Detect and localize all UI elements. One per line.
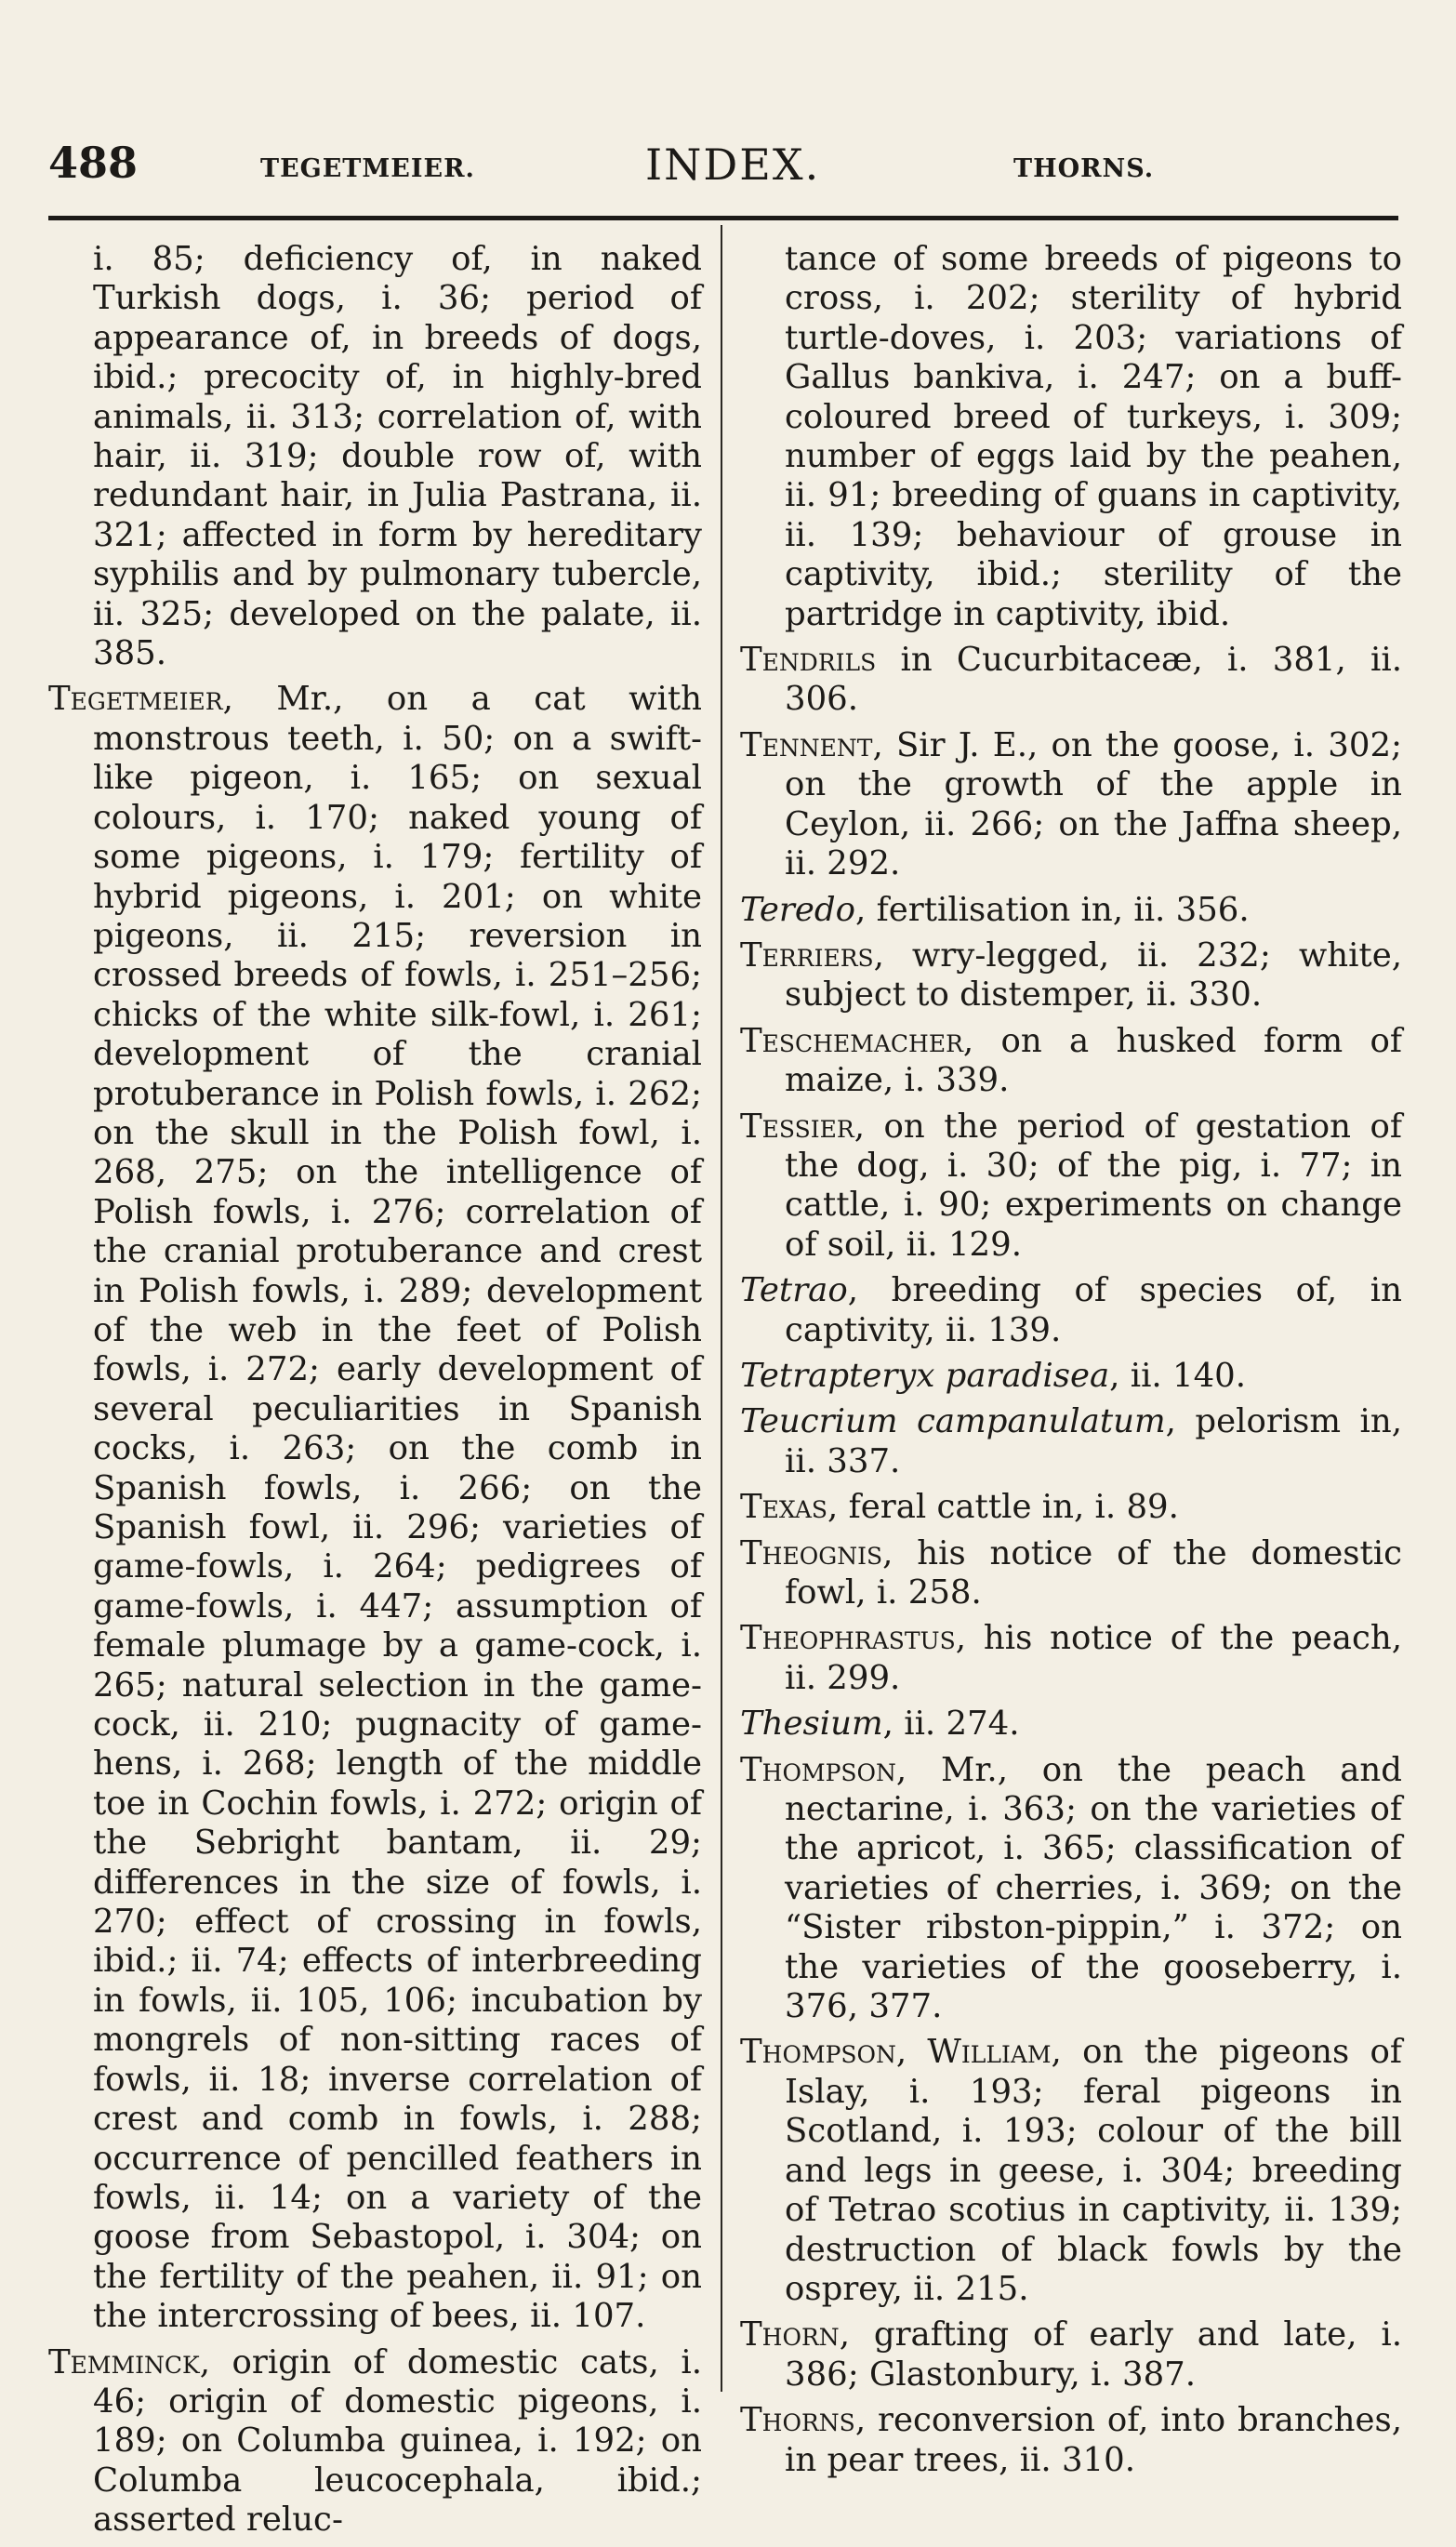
index-entry — [740, 1402, 1402, 1481]
index-entry-continuation — [740, 240, 1402, 634]
header-rule — [48, 216, 1398, 220]
index-heading: Temminck — [48, 2342, 200, 2381]
index-text: i. 85; deficiency of, in naked Turkish dogs, i. 36; period of appearance of, in breeds of dogs, ibid.; precocity of, in highly-bred animals, ii. 313; correlation of, with hair, ii. 319; double row of, with redundant hair, in Julia Pastrana, ii. 321; affected in form by hereditary syphilis and by pulmonary tubercle, ii. 325; developed on the palate, ii. 385. — [93, 240, 702, 673]
index-text: in Cucurbitaceæ, i. 381, ii. 306. — [785, 641, 1402, 719]
index-entry-continuation — [48, 240, 702, 673]
index-entry — [740, 1271, 1402, 1350]
index-text: , his notice of the peach, ii. 299. — [785, 1619, 1402, 1697]
index-entry — [740, 1751, 1402, 2027]
index-heading: Tendrils — [740, 641, 877, 680]
index-heading: Teucrium campanulatum — [740, 1402, 1166, 1441]
index-entry — [740, 1357, 1402, 1396]
page-header — [48, 138, 1359, 203]
index-entry — [740, 1022, 1402, 1101]
index-entry — [740, 1705, 1402, 1744]
index-entry — [740, 1534, 1402, 1613]
index-text: , reconversion of, into branches, in pear trees, ii. 310. — [785, 2401, 1402, 2479]
index-heading: Thesium — [740, 1705, 883, 1744]
index-text: , ii. 274. — [882, 1705, 1020, 1744]
index-text: , on the period of gestation of the dog, i. 30; of the pig, i. 77; in cattle, i. 90; experiments on change of soil, ii. 129. — [785, 1107, 1402, 1264]
index-text: , ii. 140. — [1109, 1356, 1247, 1395]
index-text: , feral cattle in, i. 89. — [827, 1488, 1179, 1527]
right-column — [740, 240, 1402, 2487]
index-text: , grafting of early and late, i. 386; Glastonbury, i. 387. — [785, 2315, 1402, 2394]
index-heading: Teredo — [740, 890, 856, 929]
index-entry — [740, 2033, 1402, 2309]
index-entry — [740, 641, 1402, 720]
index-entry — [740, 891, 1402, 930]
index-heading: Tennent — [740, 725, 873, 764]
index-entry — [740, 2401, 1402, 2480]
index-heading: Tegetmeier — [48, 680, 223, 719]
index-heading: Theognis — [740, 1533, 883, 1572]
index-text: , origin of domestic cats, i. 46; origin of domestic pigeons, i. 189; on Columba guinea, i. 192; on Columba leucocephala, ibid.; asserted reluc- — [93, 2342, 702, 2540]
index-text: , on a husked form of maize, i. 339. — [785, 1021, 1402, 1100]
index-entry — [48, 680, 702, 2336]
index-heading: Thompson — [740, 1750, 896, 1789]
index-entry — [740, 1108, 1402, 1266]
index-text: , fertilisation in, ii. 356. — [855, 890, 1250, 929]
index-heading: Teschemacher — [740, 1021, 963, 1060]
index-heading: Terriers — [740, 935, 874, 975]
index-entry — [740, 1488, 1402, 1527]
running-head-left: TEGETMEIER. — [260, 154, 475, 183]
index-entry — [740, 726, 1402, 884]
index-text: tance of some breeds of pigeons to cross, i. 202; sterility of hybrid turtle-doves, i. 203; variations of Gallus bankiva, i. 247; on a buff-coloured breed of turkeys, i. 309; number of eggs laid by the peahen, ii. 91; breeding of guans in captivity, ii. 139; behaviour of grouse in captivity, ibid.; sterility of the partridge in captivity, ibid. — [785, 240, 1402, 633]
index-text: , his notice of the domestic fowl, i. 258. — [785, 1533, 1402, 1612]
index-text: , Sir J. E., on the goose, i. 302; on the growth of the apple in Ceylon, ii. 266; on the Jaffna sheep, ii. 292. — [785, 725, 1402, 883]
index-text: , Mr., on the peach and nectarine, i. 363; on the varieties of the apricot, i. 365; classification of varieties of cherries, i. 369; on the “Sister ribston-pippin,” i. 372; on the varieties of the gooseberry, i. 376, 377. — [785, 1750, 1402, 2026]
index-text: , on the pigeons of Islay, i. 193; feral pigeons in Scotland, i. 193; colour of the bill and legs in geese, i. 304; breeding of Tetrao scotius in captivity, ii. 139; destruction of black fowls by the osprey, ii. 215. — [785, 2033, 1402, 2308]
index-text: , pelorism in, ii. 337. — [785, 1402, 1402, 1480]
running-head-center: INDEX. — [645, 139, 821, 190]
index-entry — [740, 936, 1402, 1015]
index-heading: Texas — [740, 1488, 828, 1527]
running-head-right: THORNS. — [1013, 154, 1155, 183]
index-text: , breeding of species of, in captivity, ii. 139. — [785, 1271, 1402, 1349]
index-heading: Tessier — [740, 1107, 854, 1146]
index-text: , wry-legged, ii. 232; white, subject to distemper, ii. 330. — [785, 935, 1402, 1015]
index-heading: Tetrao — [740, 1271, 848, 1310]
index-text: , Mr., on a cat with monstrous teeth, i. 50; on a swift-like pigeon, i. 165; on sexual colours, i. 170; naked young of some pigeons, i. 179; fertility of hybrid pigeons, i. 201; on white pigeons, ii. 215; reversion in crossed breeds of fowls, i. 251–256; chicks of the white silk-fowl, i. 261; development of the cranial protuberance in Polish fowls, i. 262; on the skull in the Polish fowl, i. 268, 275; on the intelligence of Polish fowls, i. 276; correlation of the cranial protuberance and crest in Polish fowls, i. 289; development of the web in the feet of Polish fowls, i. 272; early development of several peculiarities in Spanish cocks, i. 263; on the comb in Spanish fowls, i. 266; on the Spanish fowl, ii. 296; varieties of game-fowls, i. 264; pedigrees of game-fowls, i. 447; assumption of female plumage by a game-cock, i. 265; natural selection in the game-cock, ii. 210; pugnacity of game-hens, i. 268; length of the middle toe in Cochin fowls, i. 272; origin of the Sebright bantam, ii. 29; differences in the size of fowls, i. 270; effect of crossing in fowls, ibid.; ii. 74; effects of interbreeding in fowls, ii. 105, 106; incubation by mongrels of non-sitting races of fowls, ii. 18; inverse correlation of crest and comb in fowls, i. 288; occurrence of pencilled feathers in fowls, ii. 14; on a variety of the goose from Sebastopol, i. 304; on the fertility of the peahen, ii. 91; on the intercrossing of bees, ii. 107. — [93, 680, 702, 2336]
index-entry — [740, 1619, 1402, 1698]
index-entry — [740, 2315, 1402, 2394]
index-heading: Tetrapteryx paradisea — [740, 1356, 1110, 1395]
index-heading: Thorn — [740, 2315, 840, 2355]
index-heading: Thompson, William — [740, 2033, 1052, 2072]
index-entry — [48, 2343, 702, 2540]
left-column — [48, 240, 702, 2547]
page-number: 488 — [48, 138, 139, 188]
index-heading: Theophrastus — [740, 1619, 956, 1658]
column-divider — [721, 225, 722, 2392]
index-heading: Thorns — [740, 2401, 855, 2440]
